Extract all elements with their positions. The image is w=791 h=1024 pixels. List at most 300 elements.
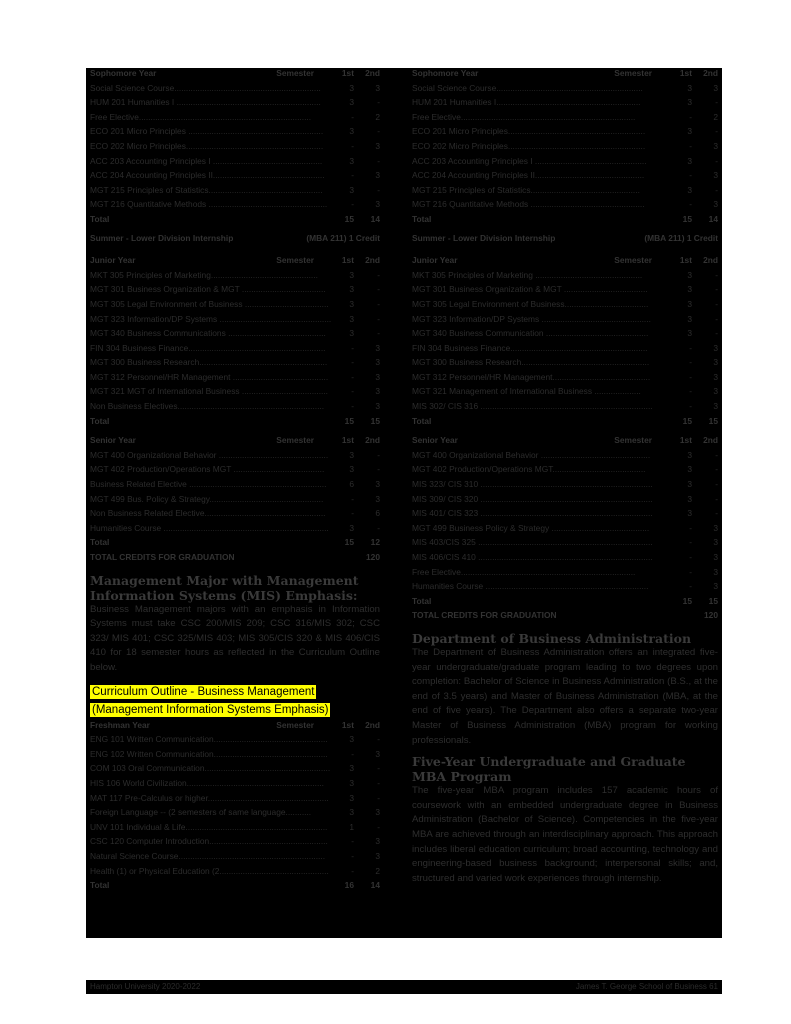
second-semester-credits: - xyxy=(715,284,718,295)
first-semester-label: 1st xyxy=(341,435,354,446)
course-name: UNV 101 Individual & Life............................................................. xyxy=(90,821,328,832)
first-semester-credits: 6 xyxy=(349,479,354,490)
five-year-mba-heading: Five-Year Undergraduate and Graduate MBA Program xyxy=(412,754,686,785)
second-semester-credits: - xyxy=(377,464,380,475)
first-semester-label: 1st xyxy=(341,719,354,730)
freshman-year-table xyxy=(90,720,380,895)
total-label: Total xyxy=(90,880,110,891)
first-semester-credits: - xyxy=(689,371,692,382)
course-row xyxy=(90,97,380,112)
curriculum-outline-highlight xyxy=(90,682,380,718)
second-semester-total: 12 xyxy=(370,537,380,548)
second-semester-total: 15 xyxy=(708,595,718,606)
second-semester-label: 2nd xyxy=(365,435,380,446)
department-paragraph: The Department of Business Administration offers an integrated five-year undergraduate/graduate program leading to two degrees upon completion: Bachelor of Science in Business Administration (B.S., at the end of 3.5 years) and Master of Business Administration (MBA, at the end of five years). The Department also offers a separate two-year Master of Business Administration (MBA) program for working professionals. xyxy=(412,646,718,746)
second-semester-credits: - xyxy=(715,155,718,166)
course-row xyxy=(90,372,380,387)
total-row xyxy=(412,214,718,229)
second-semester-credits: - xyxy=(377,155,380,166)
year-title: Junior Year xyxy=(90,255,136,266)
course-row xyxy=(412,126,718,141)
senior-year-table xyxy=(90,435,380,566)
semester-label: Semester xyxy=(276,68,314,78)
first-semester-credits: - xyxy=(351,386,354,397)
course-row xyxy=(90,126,380,141)
second-semester-credits: - xyxy=(377,792,380,803)
first-semester-credits: 3 xyxy=(349,184,354,195)
second-semester-credits: - xyxy=(377,449,380,460)
first-semester-credits: 3 xyxy=(349,449,354,460)
course-name: HIS 106 World Civilization........................................................... xyxy=(90,777,324,788)
first-semester-credits: 3 xyxy=(687,328,692,339)
course-name: ECO 202 Micro Principles........................................................... xyxy=(412,140,646,151)
course-name: COM 103 Oral Communication...................................................... xyxy=(90,763,331,774)
second-semester-credits: - xyxy=(715,464,718,475)
table-header-row xyxy=(412,255,718,270)
first-semester-credits: - xyxy=(689,537,692,548)
second-semester-credits: - xyxy=(715,479,718,490)
total-row xyxy=(412,416,718,431)
summer-label: Summer - Lower Division Internship xyxy=(412,232,556,243)
first-semester-credits: 1 xyxy=(349,821,354,832)
second-semester-credits: - xyxy=(377,763,380,774)
first-semester-credits: 3 xyxy=(687,269,692,280)
course-row xyxy=(90,778,380,793)
course-row xyxy=(412,552,718,567)
first-semester-credits: - xyxy=(351,493,354,504)
course-name: MGT 323 Information/DP Systems ............................................... xyxy=(412,313,651,324)
second-semester-credits: - xyxy=(715,449,718,460)
second-semester-credits: 3 xyxy=(713,82,718,93)
course-row xyxy=(90,450,380,465)
table-header-row xyxy=(412,68,718,83)
course-name: ECO 201 Micro Principles........................................................... xyxy=(412,126,646,137)
table-header-row xyxy=(90,720,380,735)
course-row xyxy=(90,199,380,214)
second-semester-label: 2nd xyxy=(365,255,380,266)
header-title-cell xyxy=(90,68,332,78)
course-row xyxy=(90,314,380,329)
first-semester-credits: - xyxy=(351,199,354,210)
second-semester-credits: 3 xyxy=(713,401,718,412)
course-row xyxy=(412,464,718,479)
second-semester-credits: 3 xyxy=(375,170,380,181)
first-semester-credits: - xyxy=(351,836,354,847)
second-semester-credits: 3 xyxy=(713,552,718,562)
catalog-page xyxy=(86,68,722,938)
course-name: MGT 301 Business Organization & MGT .................................... xyxy=(412,284,648,295)
year-title: Junior Year xyxy=(412,255,458,266)
course-name: MGT 300 Business Research....................................................... xyxy=(90,357,328,368)
second-semester-credits: 2 xyxy=(713,111,718,122)
course-row xyxy=(412,83,718,98)
total-label: Total xyxy=(412,595,432,606)
course-row xyxy=(90,749,380,764)
first-semester-credits: - xyxy=(351,748,354,759)
course-row xyxy=(412,141,718,156)
second-semester-credits: 3 xyxy=(375,748,380,759)
five-year-mba-paragraph: The five-year MBA program includes 157 academic hours of coursework with an embedded undergraduate degree in Business Administration (Bachelor of Science). Competencies in the five-year MBA are achieved through an interdisciplinary approach. This approach includes liberal education curriculum; broad accounting, technology and engineering-based business background; interpersonal skills; and, structured and varied work experiences through internship. xyxy=(412,785,718,884)
first-semester-credits: 3 xyxy=(349,313,354,324)
course-name: MIS 309/ CIS 320 .......................................................................... xyxy=(412,493,653,504)
course-name: MGT 340 Business Communications .......................................... xyxy=(90,328,326,339)
second-semester-credits: - xyxy=(715,97,718,108)
second-semester-credits: 3 xyxy=(375,140,380,151)
second-semester-credits: - xyxy=(377,269,380,280)
second-semester-credits: 2 xyxy=(375,865,380,876)
second-semester-credits: 3 xyxy=(375,386,380,397)
first-semester-credits: 3 xyxy=(687,126,692,137)
header-title-cell xyxy=(412,68,670,78)
second-semester-credits: - xyxy=(377,777,380,788)
course-name: Free Elective.......................................................................... xyxy=(90,111,312,122)
first-semester-label: 1st xyxy=(679,435,692,446)
course-row xyxy=(412,567,718,582)
first-semester-credits: 3 xyxy=(687,479,692,490)
first-semester-credits: - xyxy=(689,552,692,562)
first-semester-label: 1st xyxy=(341,68,354,78)
total-row xyxy=(90,880,380,895)
course-row xyxy=(412,199,718,214)
course-name: MGT 400 Organizational Behavior ............................................... xyxy=(412,449,651,460)
course-row xyxy=(412,581,718,596)
course-name: MGT 402 Production/Operations MGT ....................................... xyxy=(90,464,325,475)
first-semester-credits: 3 xyxy=(349,155,354,166)
course-row xyxy=(90,141,380,156)
course-row xyxy=(412,401,718,416)
first-semester-credits: - xyxy=(689,581,692,592)
header-title-cell xyxy=(90,255,332,265)
footer-school-page: James T. George School of Business 61 xyxy=(575,982,718,991)
first-semester-credits: 3 xyxy=(349,269,354,280)
second-semester-credits: 3 xyxy=(375,493,380,504)
first-semester-total: 15 xyxy=(344,537,354,548)
second-semester-credits: 3 xyxy=(375,401,380,412)
first-semester-credits: 3 xyxy=(349,734,354,745)
course-row xyxy=(90,284,380,299)
first-semester-credits: - xyxy=(351,140,354,151)
course-name: HUM 201 Humanities I .............................................................. xyxy=(90,97,321,108)
course-name: ENG 102 Written Communication................................................. xyxy=(90,748,328,759)
second-semester-credits: 3 xyxy=(375,836,380,847)
course-name: ACC 204 Accounting Principles II............................................... xyxy=(412,170,645,181)
course-name: MAT 117 Pre-Calculus or higher.................................................... xyxy=(90,792,329,803)
course-row xyxy=(412,537,718,552)
second-semester-credits: - xyxy=(377,313,380,324)
course-name: MGT 216 Quantitative Methods ................................................. xyxy=(412,199,645,210)
course-row xyxy=(412,284,718,299)
first-semester-credits: - xyxy=(689,357,692,368)
course-row xyxy=(412,328,718,343)
curriculum-outline-subtitle: (Management Information Systems Emphasis) xyxy=(92,703,329,716)
first-semester-credits: 3 xyxy=(687,184,692,195)
mis-emphasis-heading: Management Major with Management Information Systems (MIS) Emphasis: xyxy=(90,572,359,603)
course-name: MGT 301 Business Organization & MGT .................................... xyxy=(90,284,326,295)
first-semester-credits: - xyxy=(351,865,354,876)
course-name: MGT 323 Information/DP Systems ................................................ xyxy=(90,313,332,324)
course-name: Free Elective........................................................................... xyxy=(412,566,636,577)
first-semester-credits: 3 xyxy=(349,298,354,309)
course-name: Free Elective........................................................................... xyxy=(412,111,636,122)
curriculum-outline-title: Curriculum Outline - Business Management xyxy=(92,685,315,698)
first-semester-label: 1st xyxy=(341,255,354,266)
first-semester-credits: 3 xyxy=(349,464,354,475)
first-semester-credits: 3 xyxy=(349,522,354,533)
first-semester-total: 15 xyxy=(682,595,692,606)
first-semester-total: 15 xyxy=(682,213,692,224)
second-semester-credits: - xyxy=(377,126,380,137)
course-name: Humanities Course ...................................................................... xyxy=(412,581,649,592)
course-row xyxy=(90,328,380,343)
course-row xyxy=(90,343,380,358)
second-semester-credits: - xyxy=(377,734,380,745)
second-semester-label: 2nd xyxy=(365,719,380,730)
first-semester-total: 16 xyxy=(344,880,354,891)
second-semester-credits: 3 xyxy=(713,371,718,382)
total-label: Total xyxy=(412,415,432,426)
first-semester-credits: - xyxy=(689,401,692,412)
semester-label: Semester xyxy=(276,255,314,266)
course-name: MGT 312 Personnel/HR Management ......................................... xyxy=(90,371,329,382)
second-semester-total: 14 xyxy=(708,213,718,224)
header-title-cell xyxy=(412,435,670,445)
semester-label: Semester xyxy=(614,68,652,78)
second-semester-credits: 3 xyxy=(713,566,718,577)
course-row xyxy=(90,494,380,509)
course-name: Health (1) or Physical Education (2............................................... xyxy=(90,865,329,876)
course-row xyxy=(412,357,718,372)
course-name: FIN 304 Business Finance........................................................... xyxy=(90,342,326,353)
second-semester-credits: 3 xyxy=(375,342,380,353)
course-name: MGT 300 Business Research....................................................... xyxy=(412,357,650,368)
second-semester-label: 2nd xyxy=(365,68,380,78)
graduation-total-value: 120 xyxy=(366,552,380,562)
second-semester-total: 15 xyxy=(708,415,718,426)
course-name: ACC 203 Accounting Principles I ............................................... xyxy=(90,155,323,166)
course-name: MIS 406/CIS 410 ........................................................................... xyxy=(412,552,653,562)
junior-year-table xyxy=(90,255,380,430)
right-column xyxy=(412,68,718,886)
first-semester-credits: - xyxy=(689,199,692,210)
first-semester-credits: - xyxy=(689,342,692,353)
course-name: MGT 215 Principles of Statistics............................................... xyxy=(412,184,640,195)
first-semester-credits: - xyxy=(351,850,354,861)
course-row xyxy=(90,763,380,778)
second-semester-credits: 3 xyxy=(713,581,718,592)
course-name: MIS 401/ CIS 323 .......................................................................... xyxy=(412,508,653,519)
first-semester-credits: 3 xyxy=(349,328,354,339)
second-semester-total: 14 xyxy=(370,213,380,224)
course-name: MIS 302/ CIS 316 .......................................................................... xyxy=(412,401,653,412)
course-name: Natural Science Course............................................................... xyxy=(90,850,326,861)
second-semester-credits: 3 xyxy=(375,850,380,861)
first-semester-credits: 3 xyxy=(349,284,354,295)
second-semester-credits: 3 xyxy=(713,199,718,210)
course-name: ECO 202 Micro Principles........................................................... xyxy=(90,140,324,151)
first-semester-total: 15 xyxy=(344,213,354,224)
course-row xyxy=(90,464,380,479)
second-semester-total: 15 xyxy=(370,415,380,426)
course-name: MGT 321 MGT of International Business ..................................... xyxy=(90,386,328,397)
course-row xyxy=(412,494,718,509)
course-row xyxy=(90,386,380,401)
table-header-row xyxy=(412,435,718,450)
first-semester-credits: 3 xyxy=(349,82,354,93)
course-name: ACC 203 Accounting Principles I ................................................ xyxy=(412,155,647,166)
course-row xyxy=(412,386,718,401)
first-semester-credits: - xyxy=(351,357,354,368)
course-name: Social Science Course............................................................... xyxy=(90,82,321,93)
header-title-cell xyxy=(412,255,670,265)
second-semester-credits: 3 xyxy=(713,342,718,353)
course-row xyxy=(90,479,380,494)
year-title: Senior Year xyxy=(90,435,136,446)
department-heading: Department of Business Administration xyxy=(412,630,692,646)
course-row xyxy=(90,836,380,851)
first-semester-total: 15 xyxy=(682,415,692,426)
first-semester-total: 15 xyxy=(344,415,354,426)
second-semester-credits: - xyxy=(715,493,718,504)
course-name: MGT 402 Production/Operations MGT........................................ xyxy=(412,464,646,475)
course-row xyxy=(412,156,718,171)
semester-label: Semester xyxy=(276,719,314,730)
course-name: Non Business Related Elective.................................................... xyxy=(90,508,326,519)
second-semester-total: 14 xyxy=(370,880,380,891)
mis-emphasis-paragraph: Business Management majors with an emphasis in Information Systems must take CSC 200/MIS 209; CSC 316/MIS 302; CSC 323/ MIS 401; CSC 325/MIS 403; MIS 305/CIS 320 & MIS 406/CIS 410 for 18 semester hours as reflected in the Curriculum Outline below. xyxy=(90,603,380,673)
course-name: MIS 403/CIS 325 ........................................................................... xyxy=(412,537,653,548)
course-name: MGT 215 Principles of Statistics................................................. xyxy=(90,184,323,195)
first-semester-credits: 3 xyxy=(349,763,354,774)
course-row xyxy=(412,299,718,314)
course-name: Humanities Course ....................................................................... xyxy=(90,522,329,533)
table-header-row xyxy=(90,435,380,450)
course-row xyxy=(412,170,718,185)
course-row xyxy=(90,508,380,523)
first-semester-credits: 3 xyxy=(349,777,354,788)
total-label: Total xyxy=(90,537,110,548)
footer-university: Hampton University 2020-2022 xyxy=(90,982,201,991)
first-semester-credits: 3 xyxy=(687,313,692,324)
first-semester-credits: 3 xyxy=(687,298,692,309)
second-semester-credits: 3 xyxy=(375,807,380,818)
second-semester-credits: - xyxy=(715,126,718,137)
semester-label: Semester xyxy=(276,435,314,446)
course-name: MGT 321 Management of International Business .................... xyxy=(412,386,641,397)
second-semester-credits: - xyxy=(715,313,718,324)
course-name: ACC 204 Accounting Principles II................................................ xyxy=(90,170,325,181)
course-row xyxy=(412,270,718,285)
course-name: MGT 305 Legal Environment of Business .................................... xyxy=(90,298,329,309)
second-semester-label: 2nd xyxy=(703,68,718,78)
course-name: MGT 499 Bus. Policy & Strategy................................................. xyxy=(90,493,324,504)
course-name: MGT 400 Organizational Behavior ............................................... xyxy=(90,449,329,460)
year-title: Senior Year xyxy=(412,435,458,446)
total-row xyxy=(412,596,718,611)
second-semester-credits: 3 xyxy=(713,357,718,368)
first-semester-label: 1st xyxy=(679,68,692,78)
course-name: MGT 216 Quantitative Methods ................................................... xyxy=(90,199,328,210)
first-semester-credits: - xyxy=(351,111,354,122)
course-name: MGT 340 Business Communication ............................................ xyxy=(412,328,649,339)
first-semester-credits: 3 xyxy=(687,97,692,108)
second-semester-credits: - xyxy=(377,284,380,295)
course-row xyxy=(90,156,380,171)
year-title: Sophomore Year xyxy=(90,68,157,78)
second-semester-credits: 3 xyxy=(713,140,718,151)
total-label: Total xyxy=(90,213,110,224)
course-row xyxy=(412,112,718,127)
course-row xyxy=(90,866,380,881)
second-semester-credits: 3 xyxy=(375,357,380,368)
second-semester-label: 2nd xyxy=(703,435,718,446)
first-semester-credits: - xyxy=(689,140,692,151)
sophomore-year-table xyxy=(90,68,380,229)
course-name: Foreign Language -- (2 semesters of same language........... xyxy=(90,807,312,818)
course-name: ENG 101 Written Communication................................................. xyxy=(90,734,328,745)
second-semester-credits: 3 xyxy=(375,199,380,210)
semester-label: Semester xyxy=(614,255,652,266)
second-semester-credits: 3 xyxy=(713,386,718,397)
summer-internship-row xyxy=(90,233,380,248)
course-name: HUM 201 Humanities I.............................................................. xyxy=(412,97,641,108)
course-row xyxy=(412,185,718,200)
course-name: FIN 304 Business Finance........................................................... xyxy=(412,342,648,353)
sophomore-year-table xyxy=(412,68,718,229)
second-semester-credits: - xyxy=(715,269,718,280)
first-semester-credits: 3 xyxy=(349,807,354,818)
course-row xyxy=(90,270,380,285)
page-footer xyxy=(86,980,722,994)
first-semester-credits: 3 xyxy=(687,464,692,475)
course-row xyxy=(90,83,380,98)
graduation-total-label: TOTAL CREDITS FOR GRADUATION xyxy=(412,610,557,621)
second-semester-credits: 2 xyxy=(375,111,380,122)
first-semester-credits: 3 xyxy=(687,82,692,93)
second-semester-credits: 3 xyxy=(375,82,380,93)
course-row xyxy=(412,479,718,494)
course-row xyxy=(90,185,380,200)
course-row xyxy=(90,112,380,127)
header-title-cell xyxy=(90,435,332,445)
first-semester-label: 1st xyxy=(679,255,692,266)
course-row xyxy=(90,170,380,185)
second-semester-credits: 3 xyxy=(713,170,718,181)
course-row xyxy=(90,401,380,416)
first-semester-credits: - xyxy=(351,342,354,353)
first-semester-credits: - xyxy=(689,522,692,533)
course-name: MIS 323/ CIS 310 .......................................................................... xyxy=(412,479,653,490)
graduation-total-row xyxy=(412,610,718,625)
course-name: MGT 305 Legal Environment of Business.................................... xyxy=(412,298,649,309)
table-header-row xyxy=(90,255,380,270)
first-semester-credits: - xyxy=(689,386,692,397)
second-semester-credits: - xyxy=(377,522,380,533)
course-row xyxy=(412,314,718,329)
first-semester-credits: - xyxy=(689,170,692,181)
year-title: Freshman Year xyxy=(90,719,150,730)
second-semester-credits: - xyxy=(715,184,718,195)
graduation-total-label: TOTAL CREDITS FOR GRADUATION xyxy=(90,552,235,562)
first-semester-credits: - xyxy=(351,508,354,519)
second-semester-credits: 3 xyxy=(713,522,718,533)
second-semester-credits: - xyxy=(715,508,718,519)
course-row xyxy=(412,450,718,465)
second-semester-credits: - xyxy=(715,328,718,339)
graduation-total-row xyxy=(90,552,380,567)
first-semester-credits: - xyxy=(689,566,692,577)
first-semester-credits: 3 xyxy=(349,792,354,803)
total-row xyxy=(90,416,380,431)
